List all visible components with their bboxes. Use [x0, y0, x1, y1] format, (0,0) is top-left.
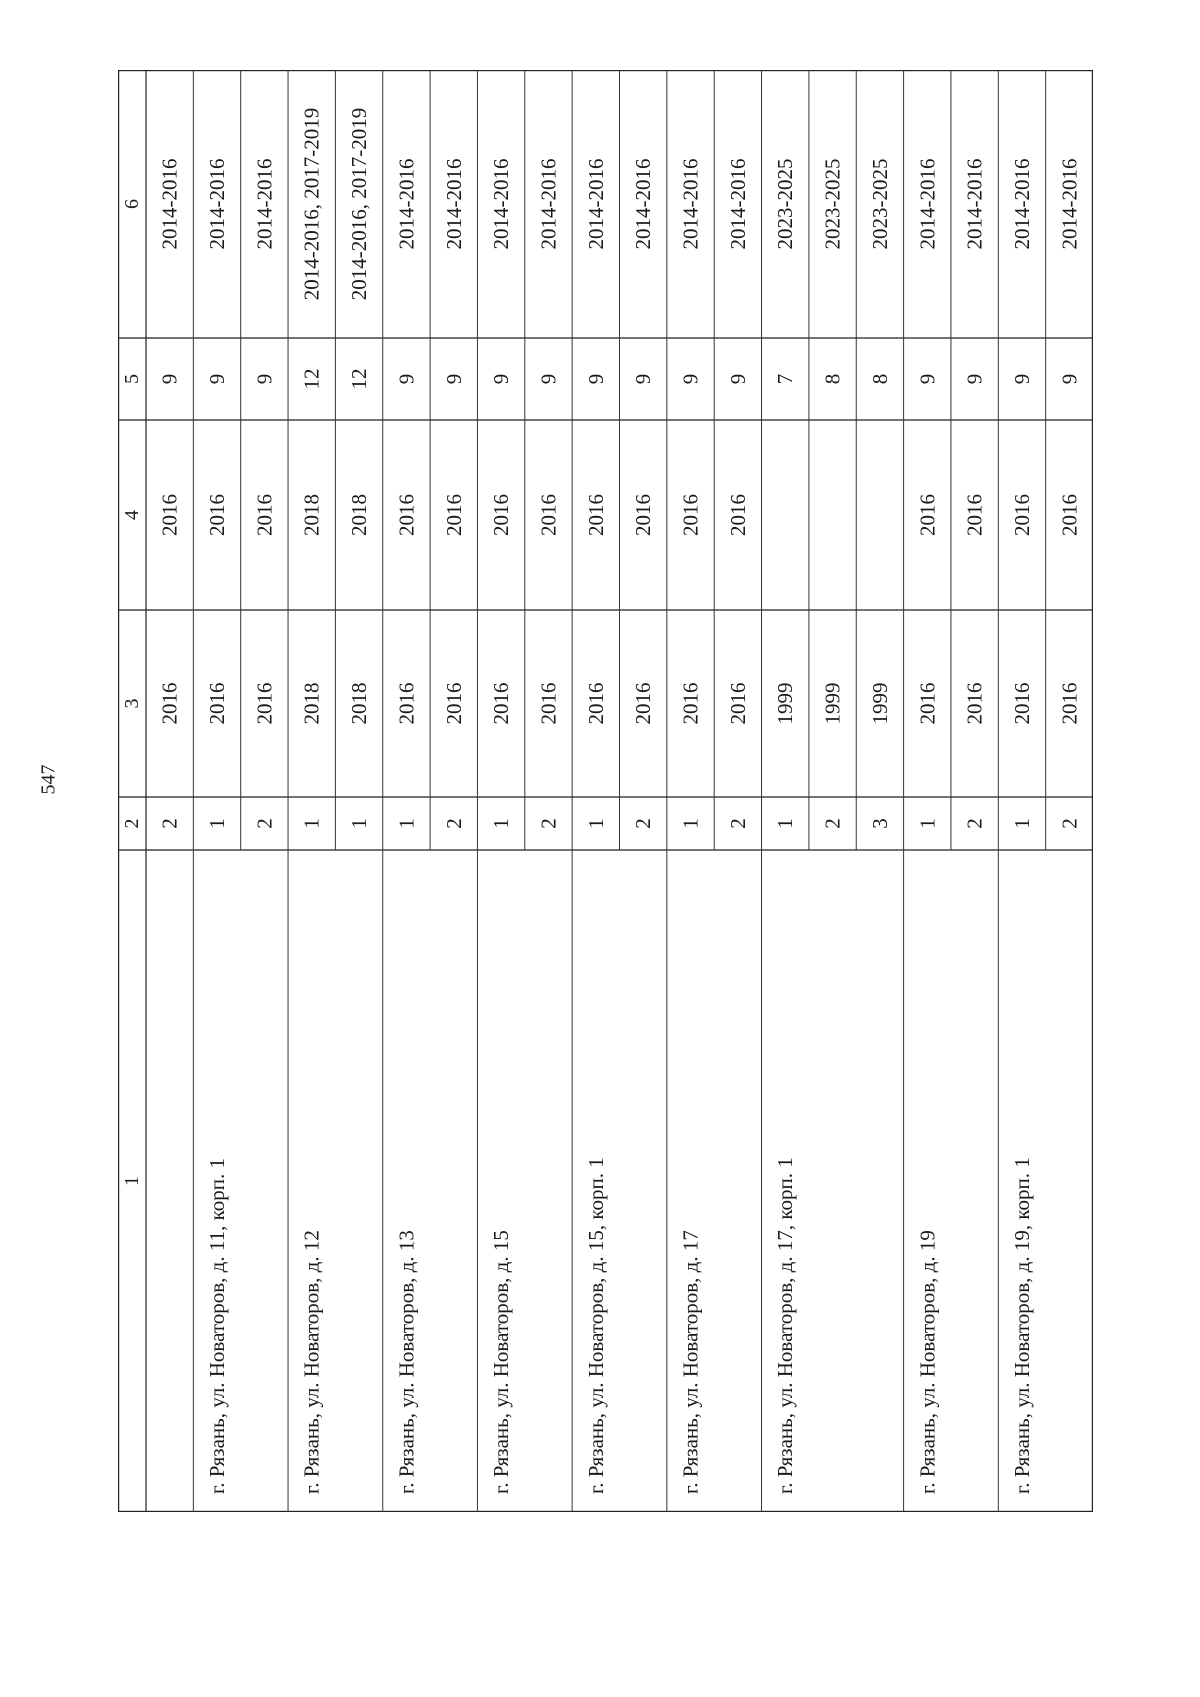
address-cell: г. Рязань, ул. Новаторов, д. 15	[489, 1230, 514, 1494]
table-cell: 8	[820, 373, 845, 385]
table-cell: 12	[299, 368, 324, 390]
table-cell: 2	[962, 818, 987, 829]
column-header: 4	[121, 510, 143, 520]
table-cell: 2014-2016	[489, 158, 514, 250]
address-cell: г. Рязань, ул. Новаторов, д. 19, корп. 1	[1009, 1157, 1034, 1494]
table-cell: 2016	[157, 682, 182, 725]
table-cell: 2	[1057, 818, 1082, 829]
table-cell: 2016	[441, 682, 466, 725]
table-cell: 2014-2016	[725, 158, 750, 250]
address-cell: г. Рязань, ул. Новаторов, д. 15, корп. 1	[583, 1157, 608, 1494]
column-header: 1	[121, 1176, 143, 1186]
table-cell: 2014-2016	[915, 158, 940, 250]
table-cell: 8	[867, 373, 892, 385]
table-cell: 2016	[252, 682, 277, 725]
table-cell: 2016	[725, 494, 750, 536]
table-cell: 2	[252, 818, 277, 829]
table-cell: 2016	[1009, 682, 1034, 725]
address-cell: г. Рязань, ул. Новаторов, д. 19	[915, 1230, 940, 1494]
table-cell: 9	[157, 373, 182, 385]
table-cell: 1	[1009, 818, 1034, 829]
table-cell: 2018	[347, 682, 372, 725]
table-cell: 9	[205, 373, 230, 385]
table-cell: 2016	[962, 682, 987, 725]
table-cell: 1999	[820, 682, 845, 725]
table-cell: 1	[489, 818, 514, 829]
table-cell: 2014-2016	[583, 158, 608, 250]
table-cell: 2018	[299, 494, 324, 536]
table-cell: 2023-2025	[820, 158, 845, 250]
table-cell: 2016	[205, 682, 230, 725]
table-cell: 2014-2016	[205, 158, 230, 250]
table-cell: 9	[631, 373, 656, 385]
table-cell: 12	[347, 368, 372, 390]
table-cell: 2	[441, 818, 466, 829]
table-cell: 2014-2016	[631, 158, 656, 250]
table-cell: 2014-2016	[536, 158, 561, 250]
column-header: 5	[121, 374, 143, 384]
table-cell: 1	[678, 818, 703, 829]
table-cell: 2016	[915, 494, 940, 536]
table-cell: 1	[394, 818, 419, 829]
table-cell: 2	[820, 818, 845, 829]
table-cell: 2	[536, 818, 561, 829]
table-cell: 9	[394, 373, 419, 385]
table-cell: 9	[725, 373, 750, 385]
table-cell: 9	[536, 373, 561, 385]
table-cell: 2016	[583, 682, 608, 725]
table-cell: 9	[441, 373, 466, 385]
table-cell: 2018	[347, 494, 372, 536]
table-cell: 1	[773, 818, 798, 829]
table-cell: 2016	[631, 682, 656, 725]
table-cell: 2014-2016	[962, 158, 987, 250]
table-cell: 2	[157, 818, 182, 829]
table-cell: 2016	[536, 682, 561, 725]
table-cell: 2016	[489, 682, 514, 725]
page-number: 547	[37, 764, 60, 795]
table-cell: 2016	[252, 494, 277, 536]
address-cell: г. Рязань, ул. Новаторов, д. 11, корп. 1	[205, 1158, 230, 1494]
table-cell: 2	[631, 818, 656, 829]
address-cell: г. Рязань, ул. Новаторов, д. 12	[299, 1230, 324, 1494]
table-cell: 2016	[678, 682, 703, 725]
table-cell: 1	[299, 818, 324, 829]
address-cell: г. Рязань, ул. Новаторов, д. 17, корп. 1	[773, 1157, 798, 1494]
table-cell: 1	[915, 818, 940, 829]
table-cell: 3	[867, 818, 892, 829]
table-cell: 9	[583, 373, 608, 385]
table-cell: 2014-2016	[441, 158, 466, 250]
table-cell: 9	[915, 373, 940, 385]
table-cell: 2018	[299, 682, 324, 725]
table-cell: 2023-2025	[773, 158, 798, 250]
table-cell: 9	[252, 373, 277, 385]
column-header: 6	[121, 199, 143, 209]
table-cell: 7	[773, 373, 798, 385]
table-cell: 2016	[394, 494, 419, 536]
table-cell: 2016	[915, 682, 940, 725]
column-header: 2	[121, 818, 143, 829]
table-cell: 1	[583, 818, 608, 829]
table-cell: 2016	[394, 682, 419, 725]
table-cell: 2016	[1009, 494, 1034, 536]
table-cell: 2016	[1057, 682, 1082, 725]
table-cell: 1999	[867, 682, 892, 725]
table-cell: 2016	[157, 494, 182, 536]
table-cell: 2016	[536, 494, 561, 536]
table-cell: 2016	[441, 494, 466, 536]
table-cell: 1	[347, 818, 372, 829]
table-cell: 1999	[773, 682, 798, 725]
table-cell: 2016	[962, 494, 987, 536]
table-cell: 2014-2016	[252, 158, 277, 250]
table-cell: 9	[678, 373, 703, 385]
table-cell: 2023-2025	[867, 158, 892, 250]
table-cell: 2016	[1057, 494, 1082, 536]
table-cell: 1	[205, 818, 230, 829]
table-cell: 2014-2016	[157, 158, 182, 250]
address-cell: г. Рязань, ул. Новаторов, д. 17	[678, 1230, 703, 1494]
table-cell: 2	[725, 818, 750, 829]
table-cell: 2016	[489, 494, 514, 536]
building-table	[118, 70, 1093, 1512]
table-cell: 2014-2016	[1009, 158, 1034, 250]
table-cell: 2016	[583, 494, 608, 536]
table-cell: 2016	[725, 682, 750, 725]
table-cell: 2014-2016	[394, 158, 419, 250]
table-cell: 2016	[678, 494, 703, 536]
table-cell: 2014-2016, 2017-2019	[299, 107, 324, 301]
address-cell: г. Рязань, ул. Новаторов, д. 13	[394, 1230, 419, 1494]
table-cell: 9	[962, 373, 987, 385]
table-cell: 2014-2016	[678, 158, 703, 250]
table-cell: 2014-2016	[1057, 158, 1082, 250]
table-grid	[118, 70, 1093, 1512]
table-cell: 9	[1009, 373, 1034, 385]
column-header: 3	[121, 698, 143, 709]
table-cell: 2016	[205, 494, 230, 536]
table-cell: 9	[489, 373, 514, 385]
table-cell: 2016	[631, 494, 656, 536]
table-cell: 9	[1057, 373, 1082, 385]
table-cell: 2014-2016, 2017-2019	[347, 107, 372, 301]
